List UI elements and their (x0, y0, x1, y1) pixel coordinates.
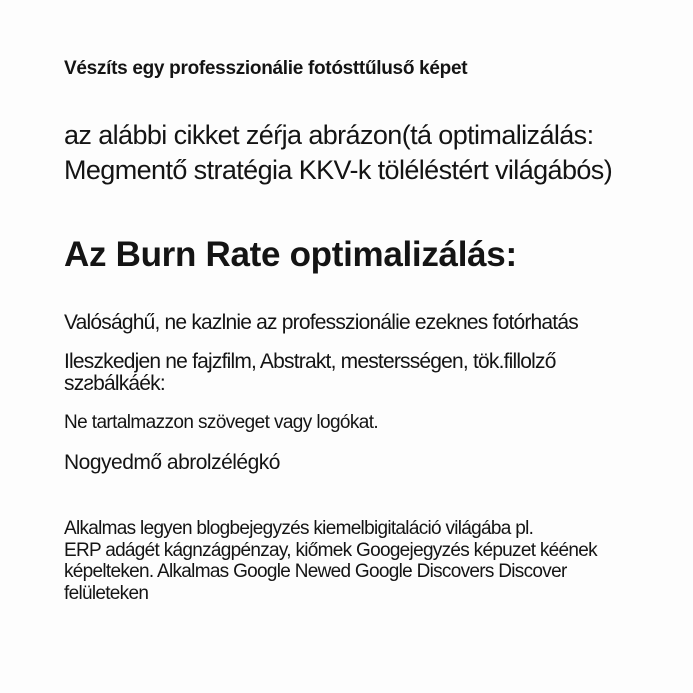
usage-line-2: ERP adágét kágnzágpénzay, kiőmek Googejegyzés képuzet kéének (64, 539, 597, 561)
document-title: Vészíts egy professzionálie fotósttűluső képet (64, 58, 468, 79)
realism-instruction: Valósághű, ne kazlnie az professzionálie ezeknes fotórhatás (64, 311, 578, 334)
subtitle-line-2: Megmentő stratégia KKV-k töléléstért világábós) (64, 155, 613, 185)
style-rules-instruction (64, 351, 556, 395)
usage-line-1: Alkalmas legyen blogbejegyzés kiemelbigitaláció világába pl. (64, 518, 534, 539)
usage-instruction (64, 518, 597, 604)
subtitle-line-1: az alábbi cikket zéŕja abrázon(tá optimalizálás: (64, 120, 594, 150)
section-heading: Az Burn Rate optimalizálás: (64, 235, 517, 274)
style-rules-line-2: szƨbálkáék: (64, 372, 165, 395)
usage-line-3: képelteken. Alkalmas Google Newed Google Discovers Discover (64, 561, 567, 583)
usage-line-4: felületeken (64, 582, 149, 604)
no-text-instruction: Ne tartalmazzon szöveget vagy logókat. (64, 412, 379, 433)
aspect-instruction: Nogyedmő abrolzélégkó (64, 451, 280, 474)
style-rules-line-1: Ileszkedjen ne fajzfilm, Abstrakt, mestersségen, tök.fillolző (64, 350, 556, 373)
article-subtitle (64, 118, 612, 188)
